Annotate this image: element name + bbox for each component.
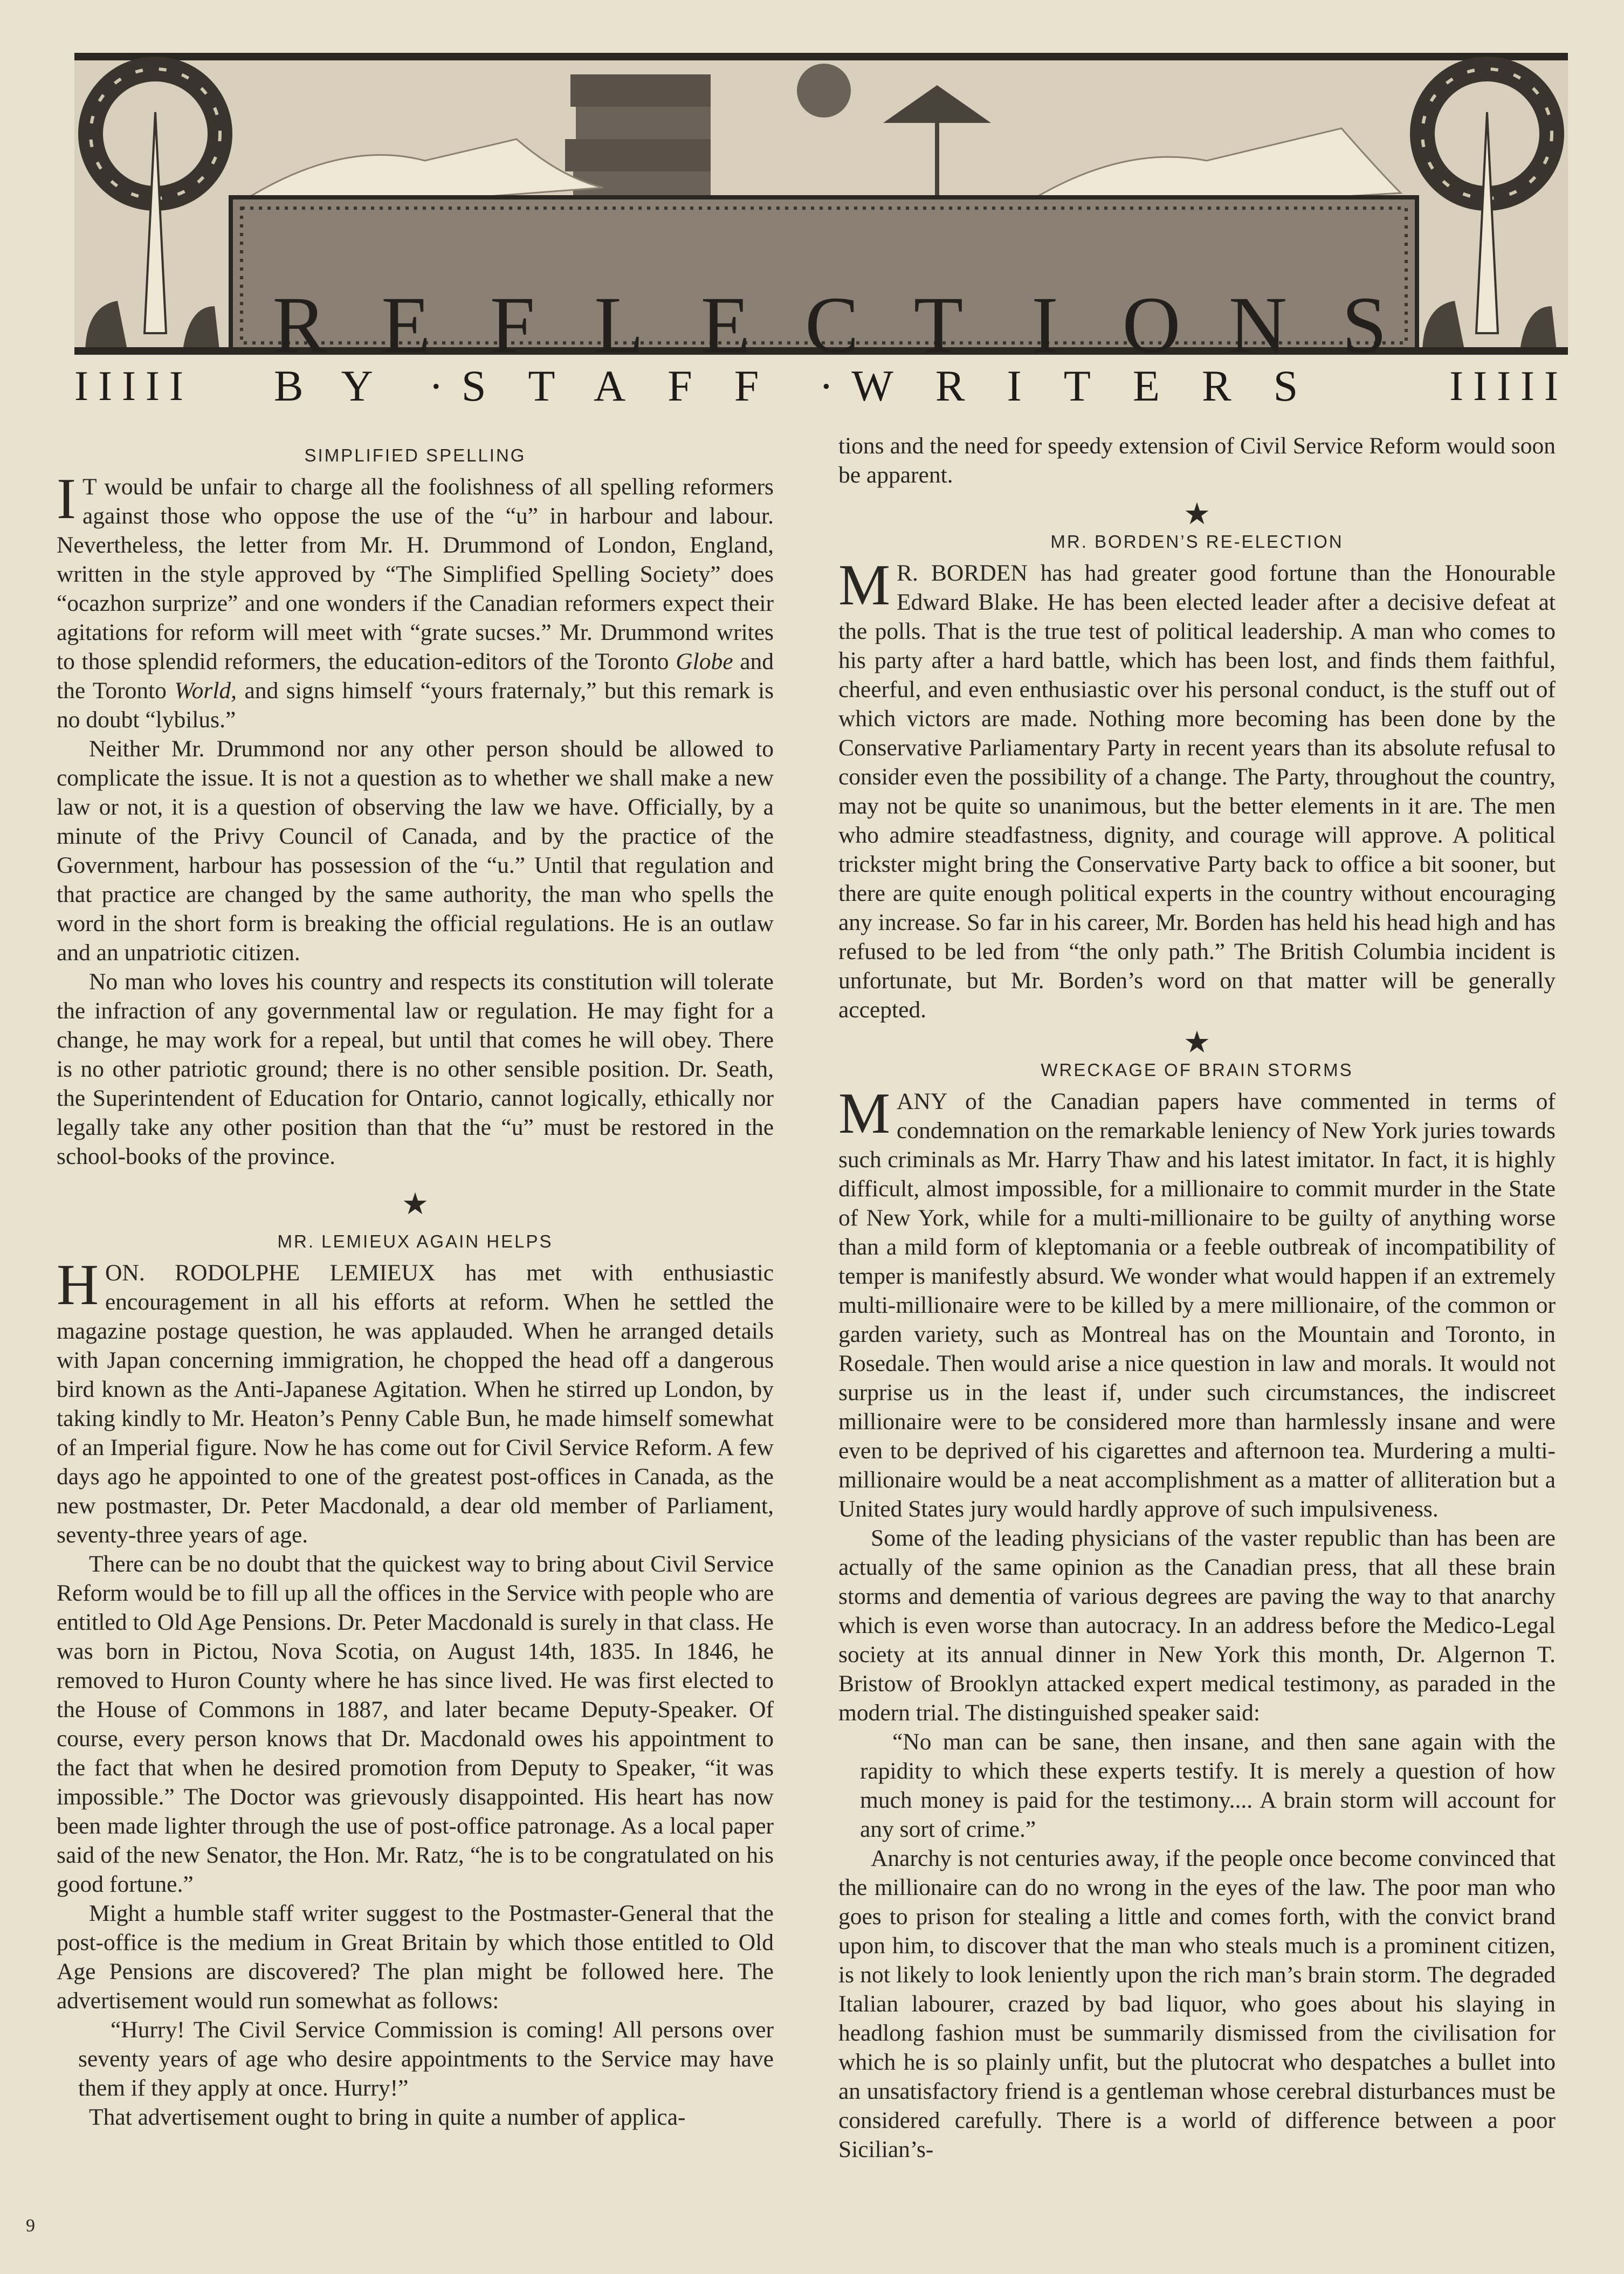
- article-paragraph: [57, 467, 774, 734]
- article-paragraph: Might a humble staff writer suggest to the Postmaster-General that the post-office is the medium in Great Britain by which those entitled to Old Age Pensions are discovered? The plan might be followed here. The advertisement would run somewhat as follows:: [57, 1900, 774, 2014]
- left-column: [57, 431, 774, 2132]
- paragraph-text: ANY of the Canadian papers have commented in terms of condemnation on the remarkable leniency of New York juries towards such criminals as Mr. Harry Thaw and his latest imitator. In fact, it is highly difficult, almost impossible, for a millionaire to commit murder in the State of New York, while for a multi-millionaire to be guilty of anything worse than a mild form of kleptomania or a feeble outbreak of incompatibility of temper is manifestly absurd. We wonder what would happen if an extremely multi-millionaire were to be killed by a mere millionaire, of the common or garden variety, such as Montreal has on the Mountain and Toronto, in Rosedale. Then would arise a nice question in law and morals. It would not surprise us in the least if, under such circumstances, the indiscreet millionaire were to be considered more than harmlessly insane and were even to be deprived of his cigarettes and afternoon tea. Murdering a multi-millionaire would be a neat accomplishment as a matter of alliteration but a United States jury would hardly approve of such impulsiveness.: [838, 1088, 1556, 1522]
- page-number: 9: [26, 2216, 35, 2236]
- paragraph-text: and the Toronto: [57, 649, 774, 704]
- title-letter: T: [913, 280, 964, 370]
- drop-cap: H: [57, 1253, 99, 1317]
- title-letter: E: [700, 280, 751, 370]
- section-heading-borden: MR. BORDEN’S RE-ELECTION: [1050, 532, 1344, 552]
- title-letter: I: [1031, 280, 1058, 370]
- article-paragraph: Neither Mr. Drummond nor any other person should be allowed to complicate the issue. It is not a question as to whether we shall make a new law or not, it is a question of observing the law we have. Officially, by a minute of the Privy Council of Canada, and by the practice of the Government, harbour has possession of the “u.” Until that regulation and that practice are changed by the same authority, the man who spells the word in the short form is breaking the official regulations. He is an outlaw and an unpatriotic citizen.: [57, 736, 774, 966]
- newspaper-name: World,: [174, 678, 237, 704]
- section-heading-simplified-spelling: SIMPLIFIED SPELLING: [304, 445, 526, 465]
- article-paragraph: Some of the leading physicians of the vaster republic than has been are actually of the same opinion as the Canadian press, that all these brain storms and dementia of various degrees are paving the way to that anarchy which is even worse than autocracy. In an address before the Medico-Legal society at its annual dinner in New York this month, Dr. Algernon T. Bristow of Brooklyn attacked expert medical testimony, as paraded in the modern trial. The distinguished speaker said:: [838, 1525, 1556, 1726]
- article-paragraph: That advertisement ought to bring in quite a number of applica-: [89, 2104, 686, 2130]
- star-divider-icon: ★: [1183, 1026, 1211, 1059]
- byline-separator-dot: •: [822, 374, 830, 398]
- article-paragraph: [838, 553, 1556, 1024]
- article-paragraph: [838, 1081, 1556, 1524]
- title-letter: C: [804, 280, 859, 370]
- paragraph-text: R. BORDEN has had greater good fortune than the Honourable Edward Blake. He has been elected leader after a decisive defeat at the polls. That is the true test of political leadership. A man who comes to his party after a hard battle, which has been lost, and finds them faithful, cheerful, and even enthusiastic over his personal conduct, is the stuff out of which victors are made. Nothing more becoming has been done by the Conservative Parliamentary Party in recent years than its absolute refusal to consider even the possibility of a change. The Party, throughout the country, may not be quite so unanimous, but the better elements in it are. The men who admire steadfastness, dignity, and courage will approve. A political trickster might bring the Conservative Party back to office a bit sooner, but there are quite enough political experts in the country without encouraging any increase. So far in his career, Mr. Borden has held his head high and has refused to be led from “the only path.” The British Columbia incident is unfortunate, but Mr. Borden’s word on that matter will be generally accepted.: [838, 560, 1556, 1023]
- continued-paragraph: tions and the need for speedy extension of Civil Service Reform would soon be apparent.: [838, 433, 1556, 488]
- byline-staff: STAFF: [461, 361, 801, 410]
- advertisement-quote: “Hurry! The Civil Service Commission is coming! All persons over seventy years of age who desire appointments to the Service may have them if they apply at once. Hurry!”: [78, 2017, 774, 2101]
- section-heading-lemieux: MR. LEMIEUX AGAIN HELPS: [277, 1231, 553, 1251]
- drop-cap: I: [57, 467, 76, 531]
- paragraph-text: and signs himself “yours fraternaly,” but this remark is no doubt “lybilus.”: [57, 678, 774, 733]
- paragraph-text: T would be unfair to charge all the foolishness of all spelling reformers against those who oppose the use of the “u” in harbour and labour. Nevertheless, the letter from Mr. H. Drummond of London, England, written in the style approved by “The Simplified Spelling Society” does “ocazhon surprize” and one wonders if the Canadian reformers expect their agitations for reform will meet with “grate sucses.” Mr. Drummond writes to those splendid reformers, the education-editors of the Toronto: [57, 474, 774, 674]
- article-paragraph: No man who loves his country and respects its constitution will tolerate the infraction of any governmental law or regulation. He may fight for a change, he may work for a repeal, but until that comes he will obey. There is no other patriotic ground; there is no other sensible position. Dr. Seath, the Superintendent of Education for Ontario, cannot logically, ethically nor legally take any other position than that the “u” must be restored in the school-books of the province.: [57, 969, 774, 1169]
- title-letter: E: [381, 280, 431, 370]
- article-paragraph: There can be no doubt that the quickest way to bring about Civil Service Reform would be to fill up all the offices in the Service with people who are entitled to Old Age Pensions. Dr. Peter Macdonald is surely in that class. He was born in Pictou, Nova Scotia, on August 14th, 1835. In 1846, he removed to Huron County where he has since lived. He was first elected to the House of Commons in 1887, and later became Deputy-Speaker. Of course, every person knows that Dr. Macdonald owes his appointment to the fact that when he desired promotion from Deputy to Speaker, “it was impossible.” The Doctor was grievously disappointed. His heart has now been made lighter through the use of post-office patronage. As a local paper said of the new Senator, the Hon. Mr. Ratz, “he is to be congratulated on his good fortune.”: [57, 1551, 774, 1897]
- quoted-testimony: “No man can be sane, then insane, and then sane again with the rapidity to which these experts testify. It is merely a question of how much money is paid for the testimony.... A brain storm will account for any sort of crime.”: [860, 1729, 1556, 1842]
- byline-ticks-left: IIIII: [74, 362, 193, 409]
- title-letter: S: [1341, 280, 1387, 370]
- article-paragraph: Anarchy is not centuries away, if the people once become convinced that the millionaire can do no wrong in the eyes of the law. The poor man who goes to prison for stealing a little and comes forth, with the convict brand upon him, to discover that the man who steals much is a prominent citizen, is not likely to look leniently upon the rich man’s brain storm. The degraded Italian labourer, crazed by bad liquor, who goes about his slaying in headlong fashion must be summarily dismissed from the civilisation for which he is so plainly unfit, but the plutocrat who despatches a bullet into an unsatisfactory friend is a gentleman whose cerebral disturbances must be considered carefully. There is a world of difference between a poor Sicilian’s-: [838, 1845, 1556, 2162]
- drop-cap: M: [838, 553, 891, 617]
- article-paragraph: [57, 1253, 774, 1549]
- masthead-illustration: [74, 53, 1568, 370]
- title-letter: O: [1122, 280, 1181, 370]
- drop-cap: M: [838, 1081, 891, 1146]
- byline-by: BY: [273, 361, 411, 410]
- star-divider-icon: ★: [1183, 498, 1211, 531]
- star-divider-icon: ★: [401, 1188, 429, 1221]
- title-letter: R: [272, 280, 327, 370]
- byline-staff-writers: [74, 359, 1568, 413]
- paragraph-text: ON. RODOLPHE LEMIEUX has met with enthusiastic encouragement in all his efforts at reform. When he settled the magazine postage question, he was applauded. When he arranged details with Japan concerning immigration, he chopped the head off a dangerous bird known as the Anti-Japanese Agitation. When he stirred up London, by taking kindly to Mr. Heaton’s Penny Cable Bun, he made himself somewhat of an Imperial figure. Now he has come out for Civil Service Reform. A few days ago he appointed to one of the greatest post-offices in Canada, as the new postmaster, Dr. Peter Macdonald, a dear old member of Parliament, seventy-three years of age.: [57, 1260, 774, 1548]
- right-column: [838, 431, 1556, 2164]
- byline-separator-dot: •: [432, 374, 440, 398]
- title-letter: F: [490, 280, 535, 370]
- title-letter: N: [1228, 280, 1288, 370]
- byline-writers: WRITERS: [851, 361, 1340, 410]
- section-heading-brain-storms: WRECKAGE OF BRAIN STORMS: [1041, 1060, 1353, 1080]
- newspaper-name: Globe: [676, 649, 733, 674]
- byline-ticks-right: IIIII: [1449, 362, 1568, 409]
- title-letter: L: [594, 280, 644, 370]
